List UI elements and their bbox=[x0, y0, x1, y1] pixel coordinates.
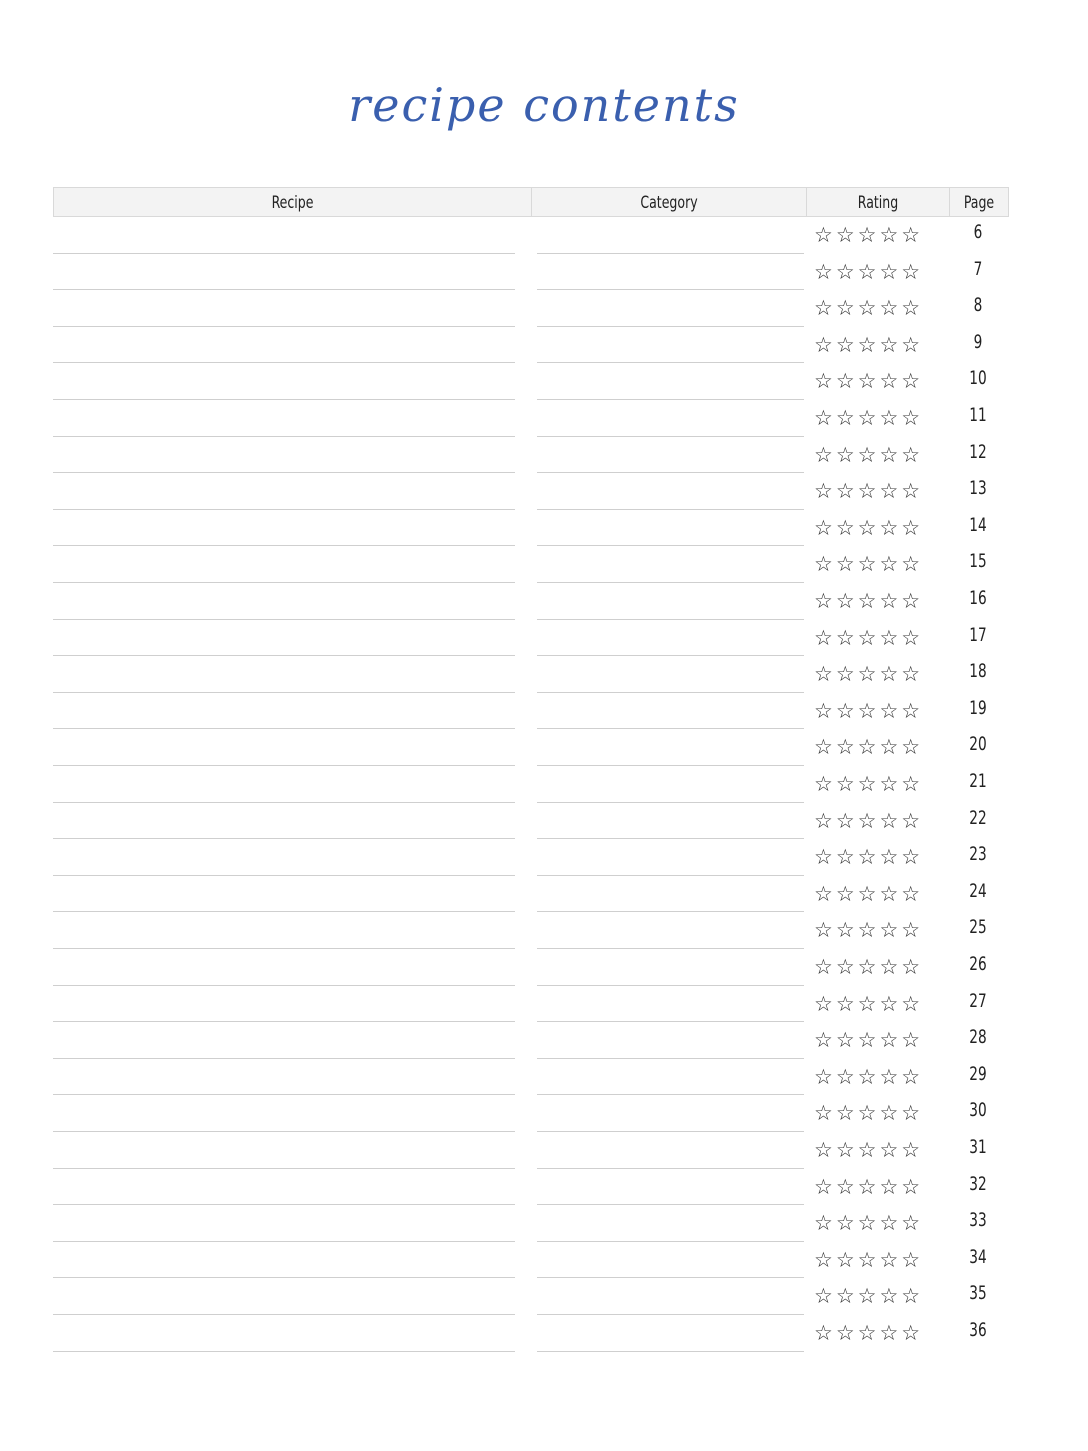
table-row bbox=[0, 1205, 1088, 1242]
table-row bbox=[0, 363, 1088, 400]
star-rating-icon[interactable]: ☆☆☆☆☆ bbox=[814, 442, 924, 467]
star-rating-icon[interactable]: ☆☆☆☆☆ bbox=[814, 552, 924, 577]
table-row bbox=[0, 1095, 1088, 1132]
header-rating: Rating bbox=[857, 193, 899, 213]
star-rating-icon[interactable]: ☆☆☆☆☆ bbox=[814, 259, 924, 284]
star-rating-icon[interactable]: ☆☆☆☆☆ bbox=[814, 296, 924, 321]
star-rating-icon[interactable]: ☆☆☆☆☆ bbox=[814, 808, 924, 833]
table-row bbox=[0, 986, 1088, 1023]
page-number: 23 bbox=[969, 843, 987, 866]
table-row bbox=[0, 620, 1088, 657]
star-rating-icon[interactable]: ☆☆☆☆☆ bbox=[814, 515, 924, 540]
star-rating-icon[interactable]: ☆☆☆☆☆ bbox=[814, 1101, 924, 1126]
table-row bbox=[0, 1059, 1088, 1096]
page-number: 12 bbox=[969, 440, 987, 463]
page-number: 8 bbox=[973, 294, 983, 317]
star-rating-icon[interactable]: ☆☆☆☆☆ bbox=[814, 955, 924, 979]
table-row bbox=[0, 510, 1088, 547]
table-row bbox=[0, 327, 1088, 364]
page-number: 29 bbox=[969, 1062, 987, 1085]
page-number: 26 bbox=[969, 953, 987, 975]
star-rating-icon[interactable]: ☆☆☆☆☆ bbox=[814, 406, 924, 430]
table-row bbox=[0, 1315, 1088, 1352]
star-rating-icon[interactable]: ☆☆☆☆☆ bbox=[814, 918, 924, 943]
star-rating-icon[interactable]: ☆☆☆☆☆ bbox=[814, 1174, 924, 1199]
star-rating-icon[interactable]: ☆☆☆☆☆ bbox=[814, 1211, 924, 1236]
category-entry-line[interactable] bbox=[537, 1351, 804, 1352]
page-number: 35 bbox=[969, 1282, 987, 1305]
table-header bbox=[53, 187, 1009, 217]
page-number: 30 bbox=[969, 1099, 987, 1122]
table-row bbox=[0, 546, 1088, 583]
page-number: 17 bbox=[969, 623, 987, 646]
page-number: 21 bbox=[969, 770, 987, 792]
star-rating-icon[interactable]: ☆☆☆☆☆ bbox=[814, 223, 924, 247]
star-rating-icon[interactable]: ☆☆☆☆☆ bbox=[814, 772, 924, 796]
table-row bbox=[0, 912, 1088, 949]
table-row bbox=[0, 729, 1088, 766]
table-row bbox=[0, 1242, 1088, 1279]
table-row bbox=[0, 803, 1088, 840]
star-rating-icon[interactable]: ☆☆☆☆☆ bbox=[814, 1138, 924, 1162]
table-row bbox=[0, 766, 1088, 803]
page-number: 32 bbox=[969, 1172, 987, 1195]
table-row bbox=[0, 1132, 1088, 1169]
table-row bbox=[0, 437, 1088, 474]
star-rating-icon[interactable]: ☆☆☆☆☆ bbox=[814, 1064, 924, 1089]
star-rating-icon[interactable]: ☆☆☆☆☆ bbox=[814, 991, 924, 1016]
header-divider bbox=[949, 188, 950, 216]
table-row bbox=[0, 290, 1088, 327]
table-row bbox=[0, 1022, 1088, 1059]
header-divider bbox=[531, 188, 532, 216]
table-row bbox=[0, 583, 1088, 620]
table-row bbox=[0, 949, 1088, 986]
page-number: 34 bbox=[969, 1245, 987, 1268]
star-rating-icon[interactable]: ☆☆☆☆☆ bbox=[814, 1284, 924, 1309]
star-rating-icon[interactable]: ☆☆☆☆☆ bbox=[814, 698, 924, 723]
star-rating-icon[interactable]: ☆☆☆☆☆ bbox=[814, 1247, 924, 1272]
table-row bbox=[0, 656, 1088, 693]
page-number: 36 bbox=[969, 1319, 987, 1341]
page-title: recipe contents bbox=[348, 78, 740, 132]
table-row bbox=[0, 876, 1088, 913]
page-number: 16 bbox=[969, 587, 987, 609]
page-number: 7 bbox=[973, 257, 983, 280]
star-rating-icon[interactable]: ☆☆☆☆☆ bbox=[814, 662, 924, 687]
page-number: 33 bbox=[969, 1209, 987, 1232]
star-rating-icon[interactable]: ☆☆☆☆☆ bbox=[814, 332, 924, 357]
star-rating-icon[interactable]: ☆☆☆☆☆ bbox=[814, 845, 924, 870]
page-number: 25 bbox=[969, 916, 987, 939]
star-rating-icon[interactable]: ☆☆☆☆☆ bbox=[814, 479, 924, 504]
table-row bbox=[0, 693, 1088, 730]
table-row bbox=[0, 1278, 1088, 1315]
page-number: 14 bbox=[969, 513, 987, 536]
star-rating-icon[interactable]: ☆☆☆☆☆ bbox=[814, 735, 924, 760]
star-rating-icon[interactable]: ☆☆☆☆☆ bbox=[814, 589, 924, 613]
header-category: Category bbox=[640, 193, 698, 213]
page-number: 28 bbox=[969, 1026, 987, 1049]
header-page: Page bbox=[963, 193, 995, 213]
header-recipe: Recipe bbox=[271, 193, 314, 213]
star-rating-icon[interactable]: ☆☆☆☆☆ bbox=[814, 369, 924, 394]
page-number: 11 bbox=[969, 404, 987, 426]
page-number: 31 bbox=[969, 1136, 987, 1158]
table-row bbox=[0, 254, 1088, 291]
table-row bbox=[0, 839, 1088, 876]
table-row bbox=[0, 473, 1088, 510]
page-number: 9 bbox=[973, 330, 983, 353]
table-row bbox=[0, 217, 1088, 254]
page-number: 15 bbox=[969, 550, 987, 573]
star-rating-icon[interactable]: ☆☆☆☆☆ bbox=[814, 625, 924, 650]
page-number: 20 bbox=[969, 733, 987, 756]
page-number: 13 bbox=[969, 477, 987, 500]
recipe-entry-line[interactable] bbox=[53, 1351, 515, 1352]
page-number: 22 bbox=[969, 806, 987, 829]
table-row bbox=[0, 1169, 1088, 1206]
page-number: 19 bbox=[969, 696, 987, 719]
table-row bbox=[0, 400, 1088, 437]
page-number: 10 bbox=[969, 367, 987, 390]
header-divider bbox=[806, 188, 807, 216]
page-number: 24 bbox=[969, 879, 987, 902]
page-number: 27 bbox=[969, 989, 987, 1012]
star-rating-icon[interactable]: ☆☆☆☆☆ bbox=[814, 1321, 924, 1345]
page-number: 18 bbox=[969, 660, 987, 683]
page-number: 6 bbox=[973, 221, 983, 243]
star-rating-icon[interactable]: ☆☆☆☆☆ bbox=[814, 881, 924, 906]
star-rating-icon[interactable]: ☆☆☆☆☆ bbox=[814, 1028, 924, 1053]
